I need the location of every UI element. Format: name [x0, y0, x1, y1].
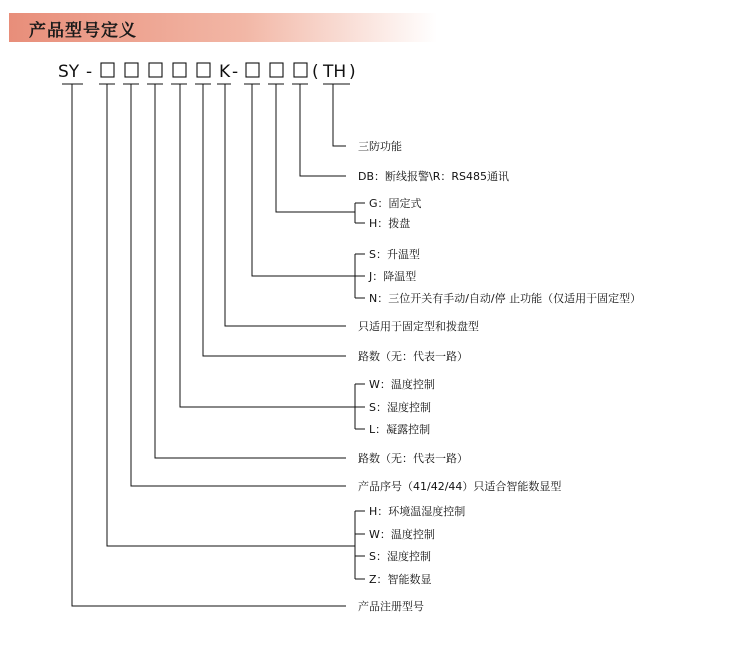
label-only-fixed-dial: 只适用于固定型和拨盘型: [358, 320, 479, 333]
connector-registered-model: [72, 84, 346, 606]
label-heating: S：升温型: [369, 248, 420, 261]
connector-heat-cool: [252, 84, 355, 276]
label-dial: H：拨盘: [369, 217, 411, 230]
code-box-4: [173, 63, 186, 77]
code-box-1: [101, 63, 114, 77]
label-cooling: J：降温型: [369, 270, 417, 283]
code-paren-open: (: [312, 62, 319, 82]
code-dash-1: -: [86, 62, 93, 82]
label-fixed: G：固定式: [369, 197, 422, 210]
code-box-5: [197, 63, 210, 77]
connector-channels-b: [155, 84, 346, 458]
label-smart-display: Z：智能数显: [369, 573, 432, 586]
label-env-th-ctrl: H：环境温湿度控制: [369, 505, 466, 518]
section-title: 产品型号定义: [29, 21, 137, 41]
bracket-category: [355, 511, 365, 579]
bracket-fixed-dial: [355, 203, 365, 223]
label-temp-ctrl-a: W：温度控制: [369, 378, 435, 391]
code-middle-letter: K: [219, 62, 231, 82]
connector-fixed-dial: [276, 84, 355, 212]
label-manual-auto-stop: N：三位开关有手动/自动/停 止功能（仅适用于固定型）: [369, 292, 642, 305]
code-dash-2: -: [232, 62, 239, 82]
label-channels-a: 路数（无：代表一路）: [358, 350, 468, 363]
model-code: [58, 62, 356, 82]
code-prefix: SY: [58, 62, 80, 82]
label-hum-ctrl-a: S：湿度控制: [369, 401, 431, 414]
bracket-control-type: [355, 384, 365, 429]
connector-category: [107, 84, 355, 546]
label-channels-b: 路数（无：代表一路）: [358, 452, 468, 465]
code-box-8: [294, 63, 307, 77]
connector-lines: [62, 84, 365, 606]
label-three-proof: 三防功能: [358, 140, 402, 153]
code-placeholder-boxes: [101, 63, 307, 77]
connector-channels-a: [203, 84, 346, 356]
label-serial-number: 产品序号（41/42/44）只适合智能数显型: [358, 480, 562, 493]
code-box-2: [125, 63, 138, 77]
connector-control-type: [180, 84, 355, 407]
connector-serial: [131, 84, 346, 486]
code-box-6: [246, 63, 259, 77]
code-box-3: [149, 63, 162, 77]
label-dew-ctrl: L：凝露控制: [369, 423, 431, 436]
code-suffix-th: TH: [323, 62, 347, 82]
connector-three-proof: [333, 84, 346, 146]
bracket-heat-cool: [355, 254, 365, 298]
code-paren-close: ): [349, 62, 356, 82]
label-registered-model: 产品注册型号: [358, 600, 424, 613]
connector-db-rs485: [300, 84, 346, 176]
connector-only-fixed-dial: [225, 84, 346, 326]
label-temp-ctrl-b: W：温度控制: [369, 528, 435, 541]
label-db-rs485: DB：断线报警\R：RS485通讯: [358, 170, 509, 183]
label-hum-ctrl-b: S：湿度控制: [369, 550, 431, 563]
code-box-7: [270, 63, 283, 77]
